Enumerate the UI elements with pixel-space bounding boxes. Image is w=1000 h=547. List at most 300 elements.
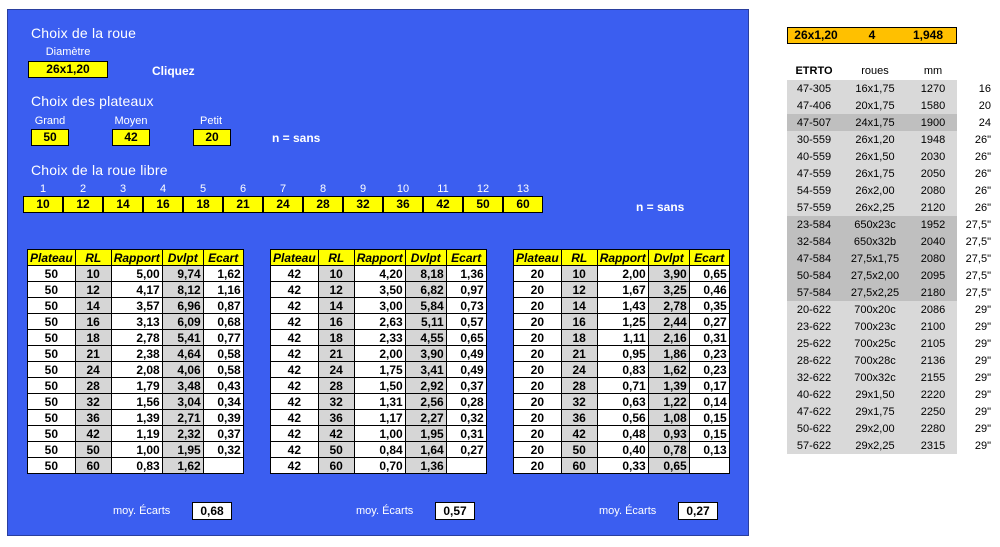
sprocket-input[interactable]: 12: [63, 196, 103, 213]
etrto-code-cell: 20-622: [787, 301, 841, 318]
rl-cell: 10: [561, 266, 597, 282]
rapport-cell: 0,56: [597, 410, 648, 426]
diameter-cell: 26": [957, 131, 995, 148]
plateaux-note: n = sans: [272, 131, 321, 145]
sprocket-input-row: [23, 196, 543, 213]
column-header: Plateau: [28, 250, 76, 266]
wheel-size-cell: 700x32c: [841, 369, 909, 386]
dvlpt-cell: 3,04: [162, 394, 203, 410]
column-header: RL: [561, 250, 597, 266]
etrto-row[interactable]: [787, 114, 995, 131]
circumference-cell: 2080: [909, 250, 957, 267]
rl-cell: 21: [75, 346, 111, 362]
ecart-cell: 0,49: [446, 346, 486, 362]
rl-cell: 28: [561, 378, 597, 394]
sprocket-input[interactable]: 24: [263, 196, 303, 213]
rapport-cell: 0,83: [597, 362, 648, 378]
etrto-row[interactable]: [787, 369, 995, 386]
sprocket-index: 11: [437, 183, 449, 195]
etrto-row[interactable]: [787, 216, 995, 233]
ecart-cell: 0,32: [446, 410, 486, 426]
rl-cell: 60: [75, 458, 111, 474]
ecart-cell: 0,31: [446, 426, 486, 442]
etrto-code-cell: 47-622: [787, 403, 841, 420]
dvlpt-cell: 6,96: [162, 298, 203, 314]
dvlpt-cell: 6,09: [162, 314, 203, 330]
table-row: [514, 426, 730, 442]
rl-cell: 60: [561, 458, 597, 474]
plateau-cell: 50: [28, 282, 76, 298]
rapport-cell: 0,95: [597, 346, 648, 362]
dvlpt-cell: 2,27: [405, 410, 446, 426]
rl-cell: 14: [75, 298, 111, 314]
click-hint[interactable]: Cliquez: [152, 64, 195, 78]
moy-ecarts-label: moy. Écarts: [113, 505, 171, 517]
rapport-cell: 0,70: [354, 458, 405, 474]
etrto-row[interactable]: [787, 420, 995, 437]
sprocket-input[interactable]: 60: [503, 196, 543, 213]
wheel-select[interactable]: 26x1,20: [28, 61, 108, 78]
rl-cell: 18: [561, 330, 597, 346]
table-row: [514, 330, 730, 346]
sprocket-input[interactable]: 16: [143, 196, 183, 213]
rl-cell: 10: [318, 266, 354, 282]
diameter-cell: 27,5": [957, 233, 995, 250]
etrto-row[interactable]: [787, 284, 995, 301]
sprocket-index-row: [23, 183, 543, 195]
ecart-cell: 0,34: [203, 394, 243, 410]
plateau-cell: 42: [271, 378, 319, 394]
rapport-cell: 1,75: [354, 362, 405, 378]
ecart-cell: 0,17: [689, 378, 729, 394]
moy-ecarts-value: 0,27: [678, 502, 718, 520]
sprocket-index: 2: [79, 183, 87, 195]
table-row: [28, 458, 244, 474]
ecart-cell: 0,97: [446, 282, 486, 298]
ecart-cell: 0,37: [203, 426, 243, 442]
dvlpt-cell: 9,74: [162, 266, 203, 282]
diameter-cell: 26": [957, 165, 995, 182]
table-row: [514, 442, 730, 458]
etrto-code-cell: 28-622: [787, 352, 841, 369]
dvlpt-cell: 1,22: [648, 394, 689, 410]
ecart-cell: 0,73: [446, 298, 486, 314]
table-row: [28, 378, 244, 394]
plateau-cell: 50: [28, 426, 76, 442]
table-row: [514, 282, 730, 298]
dvlpt-cell: 1,39: [648, 378, 689, 394]
etrto-row[interactable]: [787, 199, 995, 216]
column-header: RL: [75, 250, 111, 266]
rapport-cell: 4,17: [111, 282, 162, 298]
circumference-cell: 2155: [909, 369, 957, 386]
ecart-cell: 0,15: [689, 426, 729, 442]
rapport-cell: 3,50: [354, 282, 405, 298]
ecart-cell: 0,39: [203, 410, 243, 426]
plateau-cell: 20: [514, 378, 562, 394]
rapport-cell: 0,71: [597, 378, 648, 394]
etrto-code-cell: 50-584: [787, 267, 841, 284]
table-row: [514, 458, 730, 474]
ecart-cell: 0,35: [689, 298, 729, 314]
dvlpt-cell: 4,55: [405, 330, 446, 346]
table-row: [28, 394, 244, 410]
sprocket-index: 8: [319, 183, 327, 195]
rapport-cell: 1,00: [354, 426, 405, 442]
sprocket-index: 7: [279, 183, 287, 195]
wheel-size-cell: 27,5x1,75: [841, 250, 909, 267]
ecart-cell: 0,32: [203, 442, 243, 458]
etrto-row[interactable]: [787, 182, 995, 199]
wheel-size-cell: 700x28c: [841, 352, 909, 369]
plateau-cell: 20: [514, 458, 562, 474]
plateau-cell: 20: [514, 298, 562, 314]
etrto-code-cell: 54-559: [787, 182, 841, 199]
plateau-cell: 42: [271, 426, 319, 442]
table-row: [271, 442, 487, 458]
etrto-code-cell: 57-559: [787, 199, 841, 216]
ecart-cell: 0,87: [203, 298, 243, 314]
rl-cell: 42: [318, 426, 354, 442]
plateau-petit-input[interactable]: 20: [193, 129, 231, 146]
rl-cell: 28: [318, 378, 354, 394]
table-row: [271, 298, 487, 314]
wheel-size-cell: 26x1,50: [841, 148, 909, 165]
table-row: [271, 378, 487, 394]
rl-cell: 50: [75, 442, 111, 458]
rapport-cell: 2,00: [354, 346, 405, 362]
plateau-cell: 50: [28, 458, 76, 474]
table-row: [28, 362, 244, 378]
table-row: [271, 362, 487, 378]
rapport-cell: 1,56: [111, 394, 162, 410]
table-row: [28, 282, 244, 298]
wheel-size-cell: 27,5x2,00: [841, 267, 909, 284]
dvlpt-cell: 1,62: [648, 362, 689, 378]
plateau-cell: 50: [28, 330, 76, 346]
rapport-cell: 1,39: [111, 410, 162, 426]
table-row: [271, 458, 487, 474]
sprocket-input[interactable]: 36: [383, 196, 423, 213]
diameter-cell: 24: [957, 114, 995, 131]
table-row: [514, 314, 730, 330]
etrto-header: ETRTO: [795, 65, 833, 77]
ecart-cell: 0,31: [689, 330, 729, 346]
table-row: [271, 266, 487, 282]
wheel-section-title: Choix de la roue: [31, 25, 137, 41]
wheel-size-cell: 29x1,75: [841, 403, 909, 420]
plateau-cell: 42: [271, 394, 319, 410]
table-row: [28, 298, 244, 314]
ecart-cell: 0,57: [446, 314, 486, 330]
table-row: [271, 410, 487, 426]
diameter-cell: 29": [957, 420, 995, 437]
dvlpt-cell: 5,41: [162, 330, 203, 346]
etrto-row[interactable]: [787, 403, 995, 420]
rapport-cell: 2,38: [111, 346, 162, 362]
wheel-size-cell: 26x1,20: [841, 131, 909, 148]
diameter-cell: 29": [957, 352, 995, 369]
rapport-cell: 1,43: [597, 298, 648, 314]
roues-header: roues: [861, 65, 889, 77]
etrto-row[interactable]: [787, 165, 995, 182]
rapport-cell: 1,17: [354, 410, 405, 426]
rl-cell: 36: [75, 410, 111, 426]
rl-cell: 60: [318, 458, 354, 474]
wheel-size-cell: 700x25c: [841, 335, 909, 352]
rl-cell: 18: [75, 330, 111, 346]
table-row: [28, 266, 244, 282]
rapport-cell: 1,50: [354, 378, 405, 394]
column-header: Dvlpt: [648, 250, 689, 266]
circumference-cell: 1270: [909, 80, 957, 97]
plateau-cell: 50: [28, 266, 76, 282]
diameter-cell: 20: [957, 97, 995, 114]
plateau-cell: 50: [28, 410, 76, 426]
dvlpt-cell: 0,78: [648, 442, 689, 458]
roue-libre-section-title: Choix de la roue libre: [31, 162, 168, 178]
wheel-size-cell: 29x2,00: [841, 420, 909, 437]
ecart-cell: 0,14: [689, 394, 729, 410]
column-header: Ecart: [203, 250, 243, 266]
diameter-cell: 29": [957, 318, 995, 335]
plateau-cell: 20: [514, 410, 562, 426]
etrto-code-cell: 23-622: [787, 318, 841, 335]
column-header: Dvlpt: [162, 250, 203, 266]
diameter-cell: 26": [957, 148, 995, 165]
etrto-code-cell: 40-559: [787, 148, 841, 165]
plateau-cell: 20: [514, 442, 562, 458]
etrto-code-cell: 57-622: [787, 437, 841, 454]
dvlpt-cell: 1,95: [405, 426, 446, 442]
selected-mm: 1,948: [912, 28, 944, 42]
column-header: Ecart: [689, 250, 729, 266]
etrto-row[interactable]: [787, 250, 995, 267]
dvlpt-cell: 8,18: [405, 266, 446, 282]
ecart-cell: [689, 458, 729, 474]
plateau-cell: 42: [271, 314, 319, 330]
diameter-cell: 27,5": [957, 284, 995, 301]
rl-cell: 36: [318, 410, 354, 426]
rapport-cell: 0,63: [597, 394, 648, 410]
gear-table: [513, 249, 730, 474]
rapport-cell: 1,19: [111, 426, 162, 442]
etrto-row[interactable]: [787, 335, 995, 352]
rl-cell: 28: [75, 378, 111, 394]
sprocket-input[interactable]: 21: [223, 196, 263, 213]
ecart-cell: 0,23: [689, 362, 729, 378]
table-row: [28, 410, 244, 426]
etrto-row[interactable]: [787, 80, 995, 97]
column-header: Plateau: [271, 250, 319, 266]
circumference-cell: 1948: [909, 131, 957, 148]
dvlpt-cell: 2,78: [648, 298, 689, 314]
dvlpt-cell: 5,11: [405, 314, 446, 330]
plateau-grand-input[interactable]: 50: [31, 129, 69, 146]
circumference-cell: 2220: [909, 386, 957, 403]
wheel-size-cell: 26x1,75: [841, 165, 909, 182]
dvlpt-cell: 4,06: [162, 362, 203, 378]
etrto-row[interactable]: [787, 267, 995, 284]
circumference-cell: 2086: [909, 301, 957, 318]
selected-index: 4: [868, 28, 876, 42]
column-header: Dvlpt: [405, 250, 446, 266]
wheel-size-cell: 29x1,50: [841, 386, 909, 403]
table-row: [28, 330, 244, 346]
wheel-size-cell: 700x23c: [841, 318, 909, 335]
circumference-cell: 2050: [909, 165, 957, 182]
dvlpt-cell: 1,62: [162, 458, 203, 474]
plateau-cell: 50: [28, 346, 76, 362]
table-row: [271, 346, 487, 362]
table-row: [514, 378, 730, 394]
etrto-code-cell: 47-305: [787, 80, 841, 97]
rl-cell: 10: [75, 266, 111, 282]
ecart-cell: 0,65: [446, 330, 486, 346]
sprocket-input[interactable]: 42: [423, 196, 463, 213]
etrto-row[interactable]: [787, 97, 995, 114]
dvlpt-cell: 1,95: [162, 442, 203, 458]
diameter-label: Diamètre: [45, 46, 91, 58]
etrto-code-cell: 40-622: [787, 386, 841, 403]
table-row: [28, 442, 244, 458]
sprocket-input[interactable]: 32: [343, 196, 383, 213]
sprocket-input[interactable]: 10: [23, 196, 63, 213]
rapport-cell: 1,79: [111, 378, 162, 394]
etrto-row[interactable]: [787, 131, 995, 148]
sprocket-input[interactable]: 14: [103, 196, 143, 213]
table-row: [28, 314, 244, 330]
plateau-cell: 42: [271, 298, 319, 314]
sprocket-input[interactable]: 50: [463, 196, 503, 213]
plateau-cell: 42: [271, 346, 319, 362]
rl-cell: 32: [318, 394, 354, 410]
plateau-cell: 20: [514, 346, 562, 362]
rl-cell: 14: [318, 298, 354, 314]
dvlpt-cell: 2,16: [648, 330, 689, 346]
rl-cell: 42: [561, 426, 597, 442]
etrto-row[interactable]: [787, 148, 995, 165]
plateau-cell: 20: [514, 266, 562, 282]
rl-cell: 16: [318, 314, 354, 330]
rapport-cell: 1,67: [597, 282, 648, 298]
plateau-cell: 20: [514, 330, 562, 346]
circumference-cell: 2040: [909, 233, 957, 250]
moy-ecarts-label: moy. Écarts: [599, 505, 657, 517]
diameter-cell: 29": [957, 386, 995, 403]
etrto-code-cell: 23-584: [787, 216, 841, 233]
dvlpt-cell: 2,56: [405, 394, 446, 410]
wheel-size-cell: 16x1,75: [841, 80, 909, 97]
wheel-size-cell: 650x32b: [841, 233, 909, 250]
dvlpt-cell: 2,44: [648, 314, 689, 330]
rl-cell: 32: [561, 394, 597, 410]
rl-cell: 50: [318, 442, 354, 458]
ecart-cell: 0,28: [446, 394, 486, 410]
circumference-cell: 2095: [909, 267, 957, 284]
circumference-cell: 2030: [909, 148, 957, 165]
etrto-row[interactable]: [787, 233, 995, 250]
plateau-cell: 42: [271, 266, 319, 282]
rl-cell: 14: [561, 298, 597, 314]
ecart-cell: 0,49: [446, 362, 486, 378]
etrto-row[interactable]: [787, 318, 995, 335]
etrto-code-cell: 30-559: [787, 131, 841, 148]
rapport-cell: 3,57: [111, 298, 162, 314]
gear-table: [270, 249, 487, 474]
etrto-code-cell: 25-622: [787, 335, 841, 352]
etrto-row[interactable]: [787, 386, 995, 403]
column-header: Rapport: [111, 250, 162, 266]
sprocket-input[interactable]: 28: [303, 196, 343, 213]
plateau-cell: 50: [28, 394, 76, 410]
table-row: [271, 426, 487, 442]
etrto-code-cell: 47-559: [787, 165, 841, 182]
dvlpt-cell: 2,92: [405, 378, 446, 394]
etrto-row[interactable]: [787, 301, 995, 318]
plateau-cell: 42: [271, 362, 319, 378]
dvlpt-cell: 1,86: [648, 346, 689, 362]
ecart-cell: 0,58: [203, 362, 243, 378]
table-row: [514, 410, 730, 426]
rapport-cell: 1,00: [111, 442, 162, 458]
plateau-cell: 50: [28, 362, 76, 378]
etrto-row[interactable]: [787, 352, 995, 369]
plateau-cell: 20: [514, 362, 562, 378]
etrto-code-cell: 50-622: [787, 420, 841, 437]
dvlpt-cell: 1,08: [648, 410, 689, 426]
plateaux-section-title: Choix des plateaux: [31, 93, 154, 109]
plateau-cell: 42: [271, 282, 319, 298]
etrto-code-cell: 32-584: [787, 233, 841, 250]
plateau-cell: 20: [514, 394, 562, 410]
plateau-cell: 50: [28, 442, 76, 458]
table-row: [514, 394, 730, 410]
wheel-size-cell: 650x23c: [841, 216, 909, 233]
diameter-cell: 29": [957, 403, 995, 420]
roue-libre-note: n = sans: [636, 200, 685, 214]
moyen-label: Moyen: [114, 115, 148, 127]
dvlpt-cell: 1,64: [405, 442, 446, 458]
circumference-cell: 2180: [909, 284, 957, 301]
rapport-cell: 2,33: [354, 330, 405, 346]
table-row: [271, 394, 487, 410]
circumference-cell: 2100: [909, 318, 957, 335]
table-row: [271, 314, 487, 330]
rapport-cell: 3,13: [111, 314, 162, 330]
moy-ecarts-value: 0,57: [435, 502, 475, 520]
dvlpt-cell: 1,36: [405, 458, 446, 474]
diameter-cell: 29": [957, 369, 995, 386]
etrto-row[interactable]: [787, 437, 995, 454]
plateau-cell: 20: [514, 314, 562, 330]
rl-cell: 12: [75, 282, 111, 298]
sprocket-input[interactable]: 18: [183, 196, 223, 213]
diameter-cell: 29": [957, 437, 995, 454]
plateau-cell: 50: [28, 378, 76, 394]
rapport-cell: 5,00: [111, 266, 162, 282]
etrto-code-cell: 47-584: [787, 250, 841, 267]
wheel-size-cell: 20x1,75: [841, 97, 909, 114]
dvlpt-cell: 3,41: [405, 362, 446, 378]
wheel-size-cell: 700x20c: [841, 301, 909, 318]
dvlpt-cell: 2,32: [162, 426, 203, 442]
gear-table: [27, 249, 244, 474]
plateau-moyen-input[interactable]: 42: [112, 129, 150, 146]
dvlpt-cell: 3,25: [648, 282, 689, 298]
selection-summary: [787, 27, 957, 44]
moy-ecarts-label: moy. Écarts: [356, 505, 414, 517]
